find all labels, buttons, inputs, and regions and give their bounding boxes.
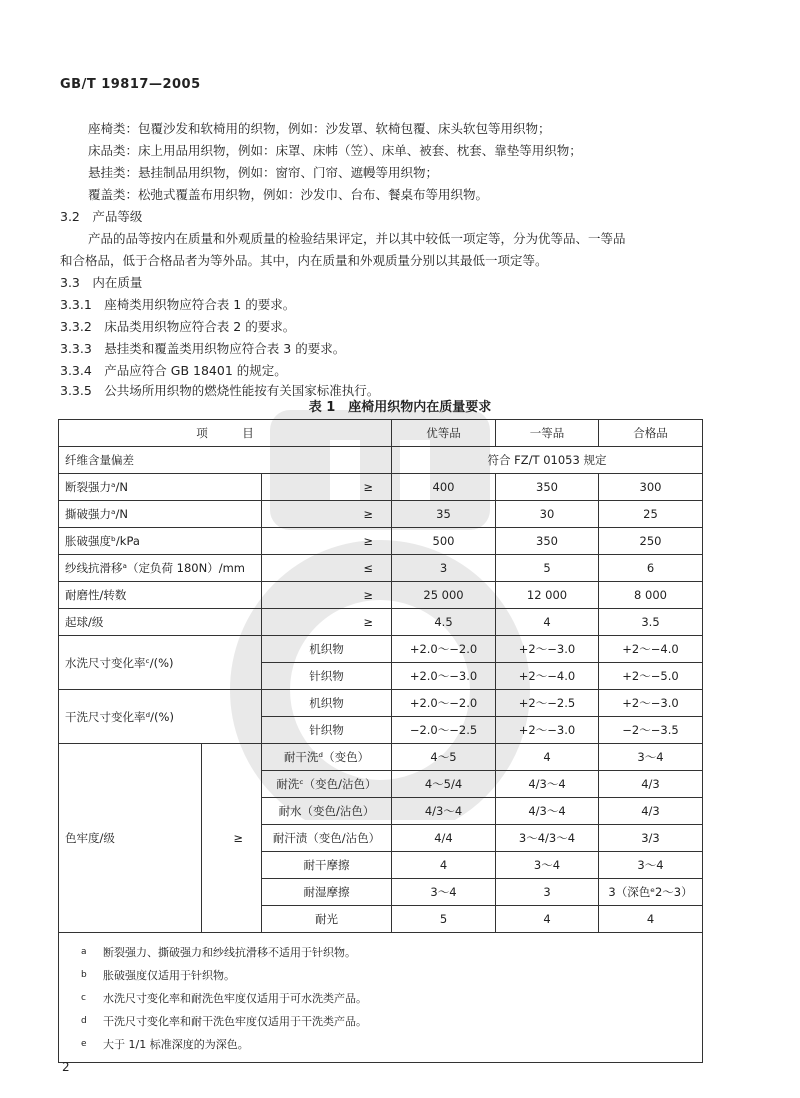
footnote bbox=[81, 987, 694, 1010]
table-row bbox=[59, 636, 703, 663]
section-3-2-body: 和合格品，低于合格品者为等外品。其中，内在质量和外观质量分别以其最低一项定等。 bbox=[60, 253, 548, 268]
intro-line: 座椅类：包覆沙发和软椅用的织物，例如：沙发罩、软椅包覆、床头软包等用织物； bbox=[88, 121, 551, 136]
cell-qualified: 4 bbox=[599, 906, 703, 933]
cell-premium: +2.0～−2.0 bbox=[392, 690, 496, 717]
page-number: 2 bbox=[62, 1060, 70, 1074]
footnote bbox=[81, 1033, 694, 1056]
sub-label: 耐洗ᶜ（变色/沾色） bbox=[262, 771, 392, 798]
cell-qualified: 4/3 bbox=[599, 771, 703, 798]
footnote-text: 干洗尺寸变化率和耐干洗色牢度仅适用于干洗类产品。 bbox=[103, 1015, 367, 1028]
sub-label: 耐湿摩擦 bbox=[262, 879, 392, 906]
cell-premium: 35 bbox=[392, 501, 496, 528]
cell-premium: 5 bbox=[392, 906, 496, 933]
cell-first: 12 000 bbox=[496, 582, 599, 609]
footnote bbox=[81, 1010, 694, 1033]
cell-premium: 4/4 bbox=[392, 825, 496, 852]
sub-label: 机织物 bbox=[262, 690, 392, 717]
cell-first: +2～−3.0 bbox=[496, 717, 599, 744]
sub-label: 机织物 bbox=[262, 636, 392, 663]
cell-first: 3～4/3～4 bbox=[496, 825, 599, 852]
cell-first: +2～−3.0 bbox=[496, 636, 599, 663]
header-qualified: 合格品 bbox=[599, 420, 703, 447]
footnote bbox=[81, 964, 694, 987]
cell-first: 3 bbox=[496, 879, 599, 906]
cell-first: 5 bbox=[496, 555, 599, 582]
section-heading-3-3: 3.3 内在质量 bbox=[60, 275, 143, 290]
footnote-text: 水洗尺寸变化率和耐洗色牢度仅适用于可水洗类产品。 bbox=[103, 992, 367, 1005]
row-operator: ≥ bbox=[262, 582, 392, 609]
table-row bbox=[59, 447, 703, 474]
row-operator: ≥ bbox=[262, 609, 392, 636]
cell-premium: 500 bbox=[392, 528, 496, 555]
cell-premium: −2.0～−2.5 bbox=[392, 717, 496, 744]
sub-label: 耐光 bbox=[262, 906, 392, 933]
table-notes-row bbox=[59, 933, 703, 1063]
table-row bbox=[59, 582, 703, 609]
cell-first: 4 bbox=[496, 609, 599, 636]
row-label: 耐磨性/转数 bbox=[59, 582, 262, 609]
cell-qualified: 3（深色ᵉ2～3） bbox=[599, 879, 703, 906]
row-operator: ≥ bbox=[262, 528, 392, 555]
intro-line: 悬挂类：悬挂制品用织物，例如：窗帘、门帘、遮幔等用织物； bbox=[88, 165, 439, 180]
cell-premium: +2.0～−3.0 bbox=[392, 663, 496, 690]
cell-qualified: −2～−3.5 bbox=[599, 717, 703, 744]
row-label: 胀破强度ᵇ/kPa bbox=[59, 528, 262, 555]
table-row bbox=[59, 690, 703, 717]
cell-premium: 4/3～4 bbox=[392, 798, 496, 825]
table-footnotes bbox=[59, 933, 703, 1063]
row-label: 纱线抗滑移ᵃ（定负荷 180N）/mm bbox=[59, 555, 262, 582]
cell-first: 350 bbox=[496, 474, 599, 501]
header-premium: 优等品 bbox=[392, 420, 496, 447]
cell-premium: 4 bbox=[392, 852, 496, 879]
cell-premium: 3 bbox=[392, 555, 496, 582]
row-operator: ≥ bbox=[262, 501, 392, 528]
footnote-text: 断裂强力、撕破强力和纱线抗滑移不适用于针织物。 bbox=[103, 946, 356, 959]
cell-premium: 25 000 bbox=[392, 582, 496, 609]
table-row bbox=[59, 555, 703, 582]
cell-first: +2～−2.5 bbox=[496, 690, 599, 717]
footnote-text: 胀破强度仅适用于针织物。 bbox=[103, 969, 235, 982]
cell-premium: 4～5/4 bbox=[392, 771, 496, 798]
sub-label: 耐干洗ᵈ（变色） bbox=[262, 744, 392, 771]
row-label: 断裂强力ᵃ/N bbox=[59, 474, 262, 501]
table-row bbox=[59, 501, 703, 528]
cell-qualified: +2～−3.0 bbox=[599, 690, 703, 717]
cell-premium: 4.5 bbox=[392, 609, 496, 636]
header-first: 一等品 bbox=[496, 420, 599, 447]
table-row bbox=[59, 474, 703, 501]
group-label: 水洗尺寸变化率ᶜ/(%) bbox=[59, 636, 262, 690]
cell-qualified: 300 bbox=[599, 474, 703, 501]
sub-label: 针织物 bbox=[262, 717, 392, 744]
cell-premium: 3～4 bbox=[392, 879, 496, 906]
cell-premium: +2.0～−2.0 bbox=[392, 636, 496, 663]
cell-first: 350 bbox=[496, 528, 599, 555]
header-item: 项 目 bbox=[59, 420, 392, 447]
row-label: 纤维含量偏差 bbox=[59, 447, 392, 474]
sub-label: 耐干摩擦 bbox=[262, 852, 392, 879]
cell-qualified: 3.5 bbox=[599, 609, 703, 636]
cell-first: 4 bbox=[496, 744, 599, 771]
cell-qualified: 3～4 bbox=[599, 852, 703, 879]
cell-qualified: 250 bbox=[599, 528, 703, 555]
quality-requirements-table bbox=[58, 419, 703, 1063]
cell-first: 4/3～4 bbox=[496, 798, 599, 825]
clause-item: 3.3.2 床品类用织物应符合表 2 的要求。 bbox=[60, 319, 296, 334]
table-title: 表 1 座椅用织物内在质量要求 bbox=[308, 400, 492, 415]
row-operator: ≤ bbox=[262, 555, 392, 582]
footnote-mark: b bbox=[81, 970, 87, 980]
cell-qualified: 4/3 bbox=[599, 798, 703, 825]
footnote-mark: a bbox=[81, 947, 87, 957]
sub-label: 耐水（变色/沾色） bbox=[262, 798, 392, 825]
sub-label: 耐汗渍（变色/沾色） bbox=[262, 825, 392, 852]
cell-first: 3～4 bbox=[496, 852, 599, 879]
table-row bbox=[59, 744, 703, 771]
cell-premium: 4～5 bbox=[392, 744, 496, 771]
footnote bbox=[81, 941, 694, 964]
row-label: 撕破强力ᵃ/N bbox=[59, 501, 262, 528]
row-operator: ≥ bbox=[262, 474, 392, 501]
cell-qualified: 25 bbox=[599, 501, 703, 528]
table-header-row bbox=[59, 420, 703, 447]
footnote-text: 大于 1/1 标准深度的为深色。 bbox=[103, 1038, 249, 1051]
cell-premium: 400 bbox=[392, 474, 496, 501]
intro-line: 床品类：床上用品用织物，例如：床罩、床帏（笠）、床单、被套、枕套、靠垫等用织物； bbox=[88, 143, 582, 158]
footnote-mark: d bbox=[81, 1016, 87, 1026]
section-heading-3-2: 3.2 产品等级 bbox=[60, 209, 143, 224]
row-label: 起球/级 bbox=[59, 609, 262, 636]
cell-qualified: +2～−4.0 bbox=[599, 636, 703, 663]
footnote-mark: c bbox=[81, 993, 86, 1003]
group-label: 干洗尺寸变化率ᵈ/(%) bbox=[59, 690, 262, 744]
standard-code: GB/T 19817—2005 bbox=[60, 77, 201, 92]
group-label: 色牢度/级 bbox=[59, 744, 202, 933]
clause-item: 3.3.1 座椅类用织物应符合表 1 的要求。 bbox=[60, 297, 296, 312]
row-operator: ≥ bbox=[202, 744, 262, 933]
cell-qualified: 3～4 bbox=[599, 744, 703, 771]
cell-qualified: 3/3 bbox=[599, 825, 703, 852]
cell-first: 4/3～4 bbox=[496, 771, 599, 798]
cell-first: +2～−4.0 bbox=[496, 663, 599, 690]
clause-item: 3.3.3 悬挂类和覆盖类用织物应符合表 3 的要求。 bbox=[60, 341, 346, 356]
cell-first: 4 bbox=[496, 906, 599, 933]
cell-qualified: 6 bbox=[599, 555, 703, 582]
clause-item: 3.3.4 产品应符合 GB 18401 的规定。 bbox=[60, 363, 287, 378]
clause-item: 3.3.5 公共场所用织物的燃烧性能按有关国家标准执行。 bbox=[60, 383, 380, 398]
row-value: 符合 FZ/T 01053 规定 bbox=[392, 447, 703, 474]
footnote-mark: e bbox=[81, 1039, 87, 1049]
cell-qualified: 8 000 bbox=[599, 582, 703, 609]
table-row bbox=[59, 528, 703, 555]
table-row bbox=[59, 609, 703, 636]
cell-first: 30 bbox=[496, 501, 599, 528]
section-3-2-body: 产品的品等按内在质量和外观质量的检验结果评定，并以其中较低一项定等，分为优等品、一等品 bbox=[88, 231, 626, 246]
intro-line: 覆盖类：松弛式覆盖布用织物，例如：沙发巾、台布、餐桌布等用织物。 bbox=[88, 187, 489, 202]
sub-label: 针织物 bbox=[262, 663, 392, 690]
cell-qualified: +2～−5.0 bbox=[599, 663, 703, 690]
